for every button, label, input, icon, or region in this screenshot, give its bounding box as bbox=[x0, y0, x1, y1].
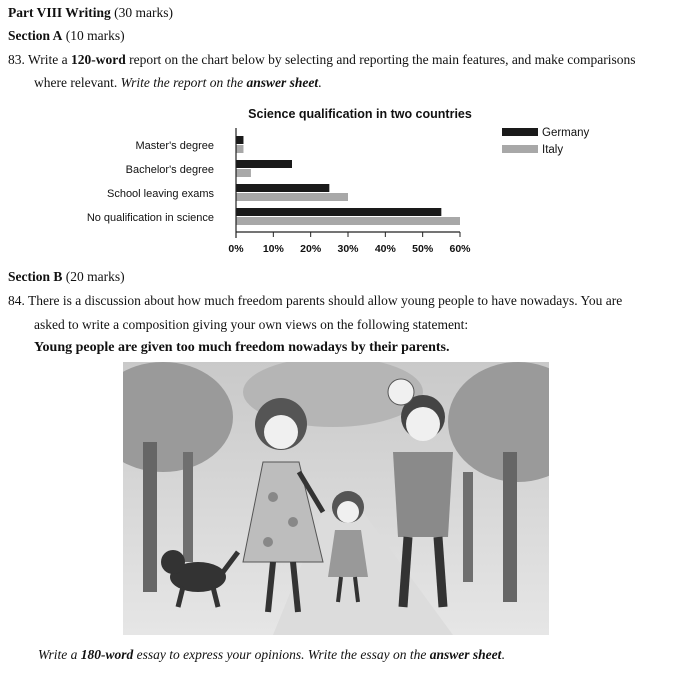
x-tick-label: 60% bbox=[449, 243, 471, 255]
family-walking-illustration bbox=[123, 362, 549, 635]
x-tick-label: 10% bbox=[262, 243, 284, 255]
part-marks: (30 marks) bbox=[114, 5, 173, 20]
bar-germany bbox=[236, 136, 243, 144]
question-83-where-relevant: where relevant. bbox=[34, 75, 118, 90]
part-title: Part VIII Writing bbox=[8, 5, 111, 20]
category-label: No qualification in science bbox=[86, 212, 214, 224]
x-tick-label: 20% bbox=[300, 243, 322, 255]
question-83-text: Write a bbox=[28, 52, 68, 67]
question-83-line2 bbox=[34, 74, 321, 92]
bar-italy bbox=[236, 193, 348, 201]
question-83-number: 83. bbox=[8, 52, 25, 67]
section-a-heading bbox=[8, 27, 125, 45]
bar-germany bbox=[236, 184, 329, 192]
bars bbox=[236, 136, 460, 225]
legend bbox=[502, 127, 590, 156]
question-83-text-cont: report on the chart below by selecting and reporting the main features, and make comparisons bbox=[129, 52, 636, 67]
legend-swatch-italy bbox=[502, 145, 538, 153]
section-b-heading bbox=[8, 268, 125, 286]
part-heading bbox=[8, 4, 173, 22]
essay-instruction bbox=[38, 646, 505, 664]
question-83-instruction: Write the report on the bbox=[120, 75, 244, 90]
answer-sheet-label: answer sheet bbox=[246, 75, 319, 90]
x-tick-label: 50% bbox=[412, 243, 434, 255]
period: . bbox=[501, 647, 505, 662]
legend-label-germany: Germany bbox=[542, 127, 590, 139]
x-ticks bbox=[228, 232, 471, 255]
word-count-120: 120-word bbox=[70, 52, 126, 67]
section-a-title: Section A bbox=[8, 28, 63, 43]
question-84-line2: asked to write a composition giving your own views on the following statement: bbox=[34, 317, 469, 332]
answer-sheet-label: answer sheet bbox=[429, 647, 502, 662]
section-a-marks: (10 marks) bbox=[65, 28, 125, 43]
section-b-title: Section B bbox=[8, 269, 63, 284]
legend-swatch-germany bbox=[502, 128, 538, 136]
x-tick-label: 30% bbox=[337, 243, 359, 255]
x-tick-label: 40% bbox=[374, 243, 396, 255]
essay-instruction-text: Write a bbox=[38, 647, 78, 662]
question-83-line1 bbox=[8, 51, 636, 69]
bar-italy bbox=[236, 169, 251, 177]
chart-title: Science qualification in two countries bbox=[248, 107, 472, 121]
word-count-180: 180-word bbox=[80, 647, 134, 662]
question-84-line1 bbox=[8, 292, 622, 310]
category-label: Master's degree bbox=[135, 140, 214, 152]
question-84-text: There is a discussion about how much freedom parents should allow young people to have nowadays. You are bbox=[28, 293, 623, 308]
category-labels bbox=[87, 140, 215, 224]
essay-instruction-text-cont: essay to express your opinions. Write the essay on the bbox=[136, 647, 427, 662]
question-84-number: 84. bbox=[8, 293, 25, 308]
bar-germany bbox=[236, 160, 292, 168]
category-label: School leaving exams bbox=[106, 188, 214, 200]
bar-germany bbox=[236, 208, 441, 216]
bar-italy bbox=[236, 217, 460, 225]
essay-statement: Young people are given too much freedom nowadays by their parents. bbox=[34, 340, 450, 355]
science-qualification-chart bbox=[70, 100, 610, 270]
x-tick-label: 0% bbox=[228, 243, 244, 255]
period: . bbox=[318, 75, 322, 90]
section-b-marks: (20 marks) bbox=[65, 269, 125, 284]
bar-italy bbox=[236, 145, 243, 153]
legend-label-italy: Italy bbox=[542, 144, 564, 156]
category-label: Bachelor's degree bbox=[125, 164, 214, 176]
